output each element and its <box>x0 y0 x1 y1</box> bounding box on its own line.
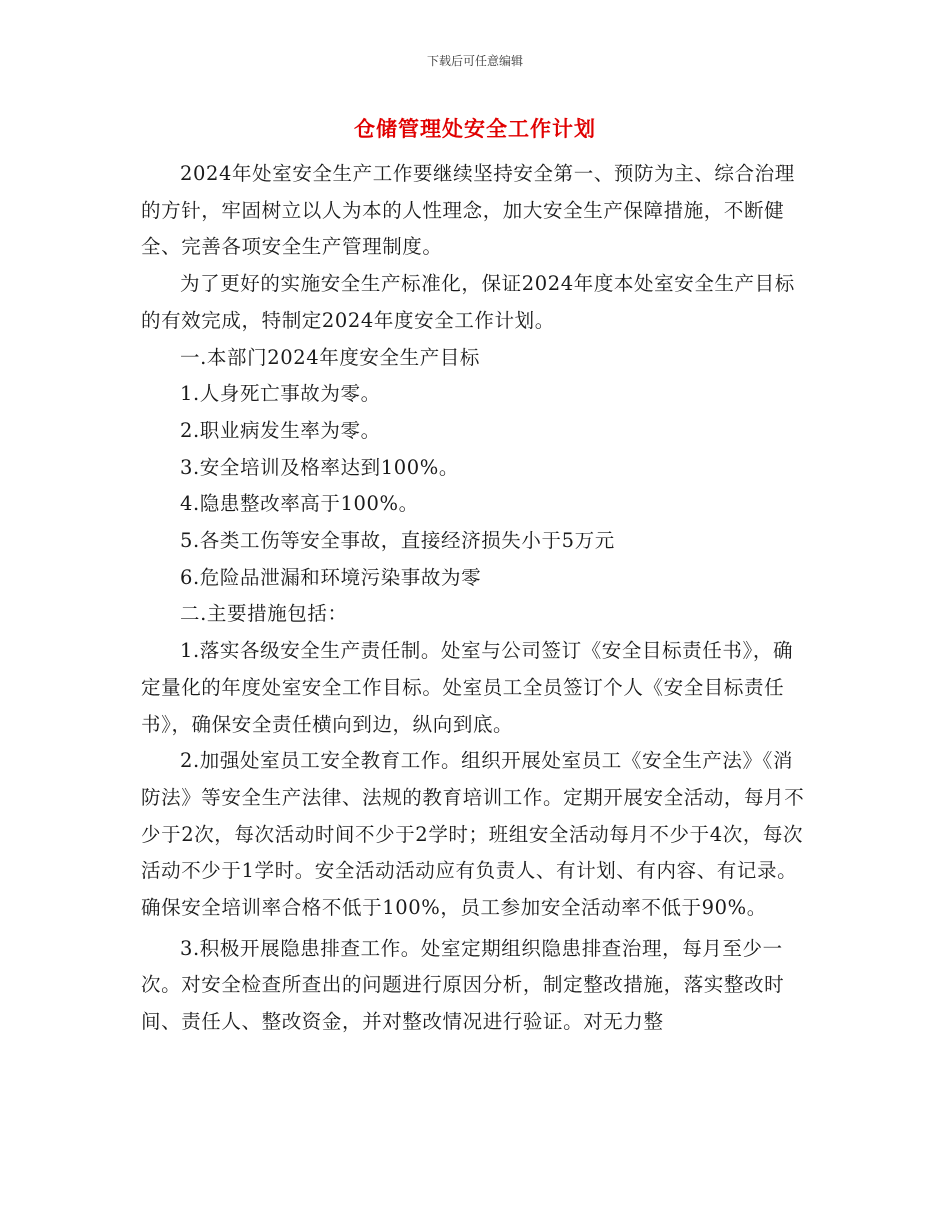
goal-item: 6.危险品泄漏和环境污染事故为零 <box>180 565 482 589</box>
page-header: 下载后可任意编辑 <box>426 54 523 68</box>
measure-item: 2.加强处室员工安全教育工作。组织开展处室员工《安全生产法》《消防法》等安全生产法律、法规的教育培训工作。定期开展安全活动，每月不少于2次，每次活动时间不少于2学时；班组安全活动每月不少于4次，每次活动不少于1学时。安全活动活动应有负责人、有计划、有内容、有记录。确保安全培训率合格不低于100%，员工参加安全活动率不低于90%。 <box>141 749 805 920</box>
document-title: 仓储管理处安全工作计划 <box>354 116 596 141</box>
goal-item: 1.人身死亡事故为零。 <box>180 382 381 406</box>
intro-paragraph: 2024年处室安全生产工作要继续坚持安全第一、预防为主、综合治理的方针，牢固树立以人为本的人性理念，加大安全生产保障措施，不断健全、完善各项安全生产管理制度。 <box>141 162 795 259</box>
purpose-paragraph: 为了更好的实施安全生产标准化，保证2024年度本处室安全生产目标的有效完成，特制定2024年度安全工作计划。 <box>141 272 795 332</box>
measure-item: 1.落实各级安全生产责任制。处室与公司签订《安全目标责任书》，确定量化的年度处室安全工作目标。处室员工全员签订个人《安全目标责任书》，确保安全责任横向到边，纵向到底。 <box>141 639 794 736</box>
measure-item: 3.积极开展隐患排查工作。处室定期组织隐患排查治理，每月至少一次。对安全检查所查出的问题进行原因分析，制定整改措施，落实整改时间、责任人、整改资金，并对整改情况进行验证。对无力整 <box>141 936 785 1034</box>
goal-item: 2.职业病发生率为零。 <box>180 418 381 442</box>
section-heading-measures: 二.主要措施包括： <box>180 602 348 626</box>
goal-item: 4.隐患整改率高于100%。 <box>180 492 419 516</box>
section-heading-goals: 一.本部门2024年度安全生产目标 <box>180 345 481 369</box>
goal-item: 3.安全培训及格率达到100%。 <box>180 455 459 479</box>
goal-item: 5.各类工伤等安全事故，直接经济损失小于5万元 <box>180 529 615 553</box>
document-body <box>141 156 813 1041</box>
